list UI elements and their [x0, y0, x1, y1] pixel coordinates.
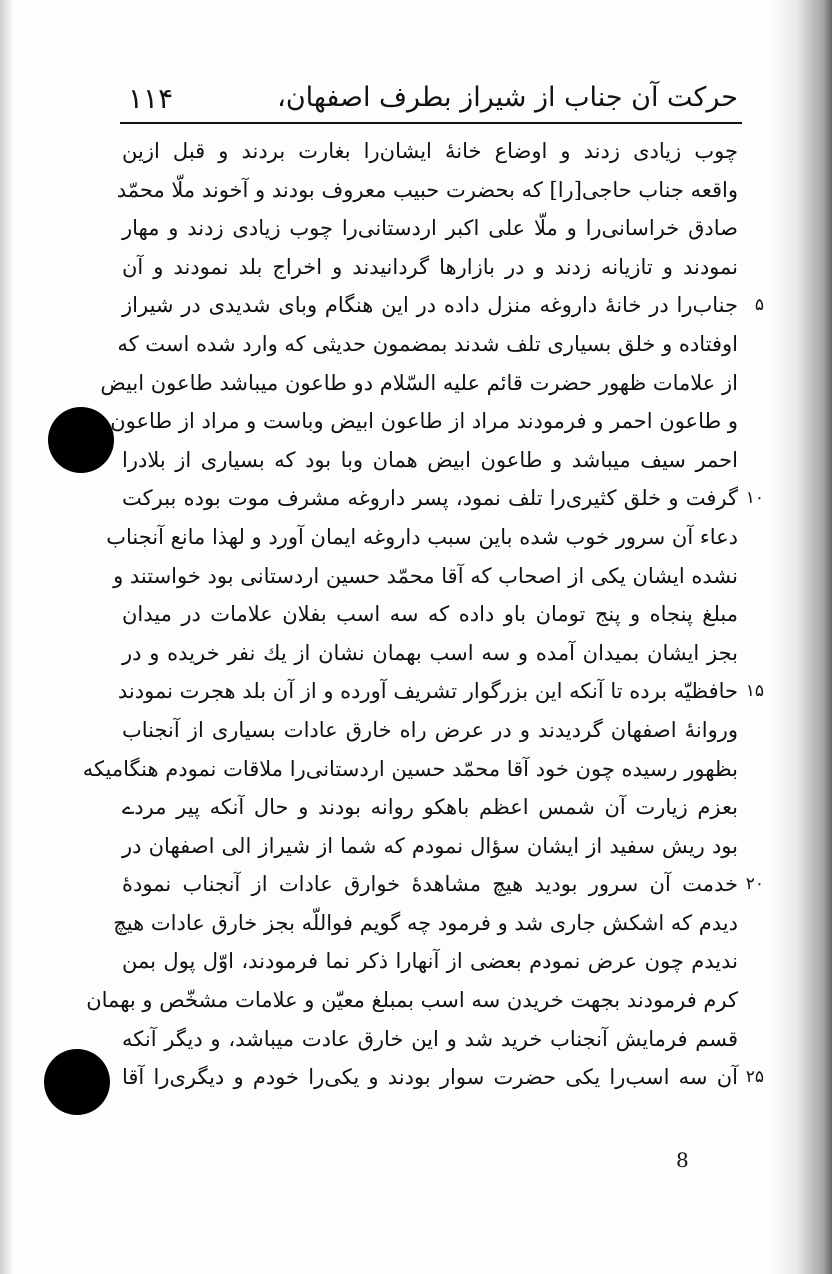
text-line-content: نشده ایشان یکی از اصحاب که آقا محمّد حسین اردستانی بود خواستند و [113, 563, 738, 588]
text-line [122, 827, 738, 866]
text-line [122, 286, 764, 325]
text-line-content: احمر سیف میباشد و طاعون ابیض همان وبا بود که بسیاری از بلادرا [122, 447, 738, 472]
text-line [113, 557, 738, 596]
text-line [106, 518, 738, 557]
text-line [117, 325, 738, 364]
text-line [117, 672, 764, 711]
text-line [122, 479, 764, 518]
text-line [122, 1020, 738, 1059]
text-line [122, 209, 738, 248]
text-line-content: و طاعون احمر و فرمودند مراد از طاعون ابیض وباست و مراد از طاعون [110, 409, 738, 434]
text-line-content: بود ریش سفید از ایشان سؤال نمودم که شما از شیراز الی اصفهان در [122, 833, 738, 858]
text-line [82, 750, 738, 789]
scan-edge-shadow-right [772, 0, 832, 1274]
text-line-content: گرفت و خلق کثیری‌را تلف نمود، پسر داروغه مشرف موت بوده ببرکت [122, 486, 738, 511]
text-line [86, 981, 738, 1020]
text-line-content: چوب زیادی زدند و اوضاع خانهٔ ایشان‌را بغارت بردند و قبل ازین [122, 139, 738, 163]
body-text [82, 132, 764, 1097]
text-line [122, 634, 738, 673]
text-line-content: نمودند و تازیانه زدند و در بازارها گردانیدند و اخراج بلد نمودند و آن [122, 254, 739, 279]
text-line-content: دعاء آن سرور خوب شده باین سبب داروغه ایمان آورد و لهذا مانع آنجناب [106, 524, 738, 549]
line-number: ۱۰ [745, 488, 764, 509]
header-rule [120, 122, 742, 124]
text-line [122, 132, 738, 171]
text-line-content: وروانهٔ اصفهان گردیدند و در عرض راه خارق عادات بسیاری از آنجناب [122, 717, 738, 742]
line-number: ۲۵ [745, 1067, 764, 1088]
text-line [116, 171, 738, 210]
text-line [122, 248, 738, 287]
text-line-content: جناب‌را در خانهٔ داروغه منزل داده در این هنگام وبای شدیدی در شیراز [122, 293, 738, 318]
scan-edge-shadow-left [0, 0, 14, 1274]
text-line-content: کرم فرمودند بجهت خریدن سه اسب بمبلغ معیّن و علامات مشخّص و بهمان [86, 988, 738, 1013]
text-line [122, 865, 764, 904]
text-line-content: مبلغ پنجاه و پنج تومان باو داده که سه اسب بفلان علامات در میدان [122, 602, 738, 627]
text-line-content: آن سه اسب‌را یکی حضرت سوار بودند و یکی‌را خودم و دیگری‌را آقا [122, 1065, 738, 1090]
text-line-content: خدمت آن سرور بودید هیچ مشاهدهٔ خوارق عادات از آنجناب نمودهٔ [122, 872, 738, 897]
text-line [122, 942, 738, 981]
text-line [100, 364, 738, 403]
line-number: ۲۰ [745, 874, 764, 895]
text-line [122, 595, 738, 634]
text-line-content: بجز ایشان بمیدان آمده و سه اسب بهمان نشان از یك نفر خریده و در [122, 640, 738, 665]
running-header-title: حرکت آن جناب از شیراز بطرف اصفهان، [277, 82, 738, 113]
text-line-content: اوفتاده و خلق بسیاری تلف شدند بمضمون حدیثی که وارد شده است که [117, 331, 738, 356]
text-line-content: قسم فرمایش آنجناب خرید شد و این خارق عادت میباشد، و دیگر آنکه [122, 1026, 738, 1051]
signature-mark: 8 [676, 1148, 689, 1172]
punch-hole-lower [44, 1049, 110, 1115]
running-header [120, 78, 738, 122]
line-number: ۵ [754, 295, 764, 316]
text-line [110, 402, 738, 441]
text-line-content: واقعه جناب حاجی[را] که بحضرت حبیب معروف بودند و آخوند ملّا محمّد [116, 177, 738, 202]
text-line-content: صادق خراسانی‌را و ملّا علی اکبر اردستانی‌را چوب زیادی زدند و مهار [122, 216, 738, 241]
text-line-content: دیدم که اشکش جاری شد و فرمود چه گویم فواللّه بجز خارق عادات هیچ [113, 910, 738, 935]
text-line [122, 788, 738, 827]
page-number: ۱۱۴ [128, 82, 174, 115]
line-number: ۱۵ [745, 681, 764, 702]
text-line-content: بعزم زیارت آن شمس اعظم باهکو روانه بودند و حال آنکه پیر مردے [122, 795, 738, 820]
text-line [122, 441, 738, 480]
text-line-content: از علامات ظهور حضرت قائم علیه السّلام دو طاعون میباشد طاعون ابیض [100, 370, 738, 395]
text-line-content: ندیدم چون عرض نمودم بعضی از آنهارا ذکر نما فرمودند، اوّل پول بمن [122, 949, 738, 974]
text-line-content: بظهور رسیده چون خود آقا محمّد حسین اردستانی‌را ملاقات نمودم هنگامیکه [82, 756, 738, 781]
text-line [122, 1058, 764, 1097]
text-line [122, 711, 738, 750]
text-line-content: حافظیّه برده تا آنکه این بزرگوار تشریف آورده و از آن بلد هجرت نمودند [117, 679, 738, 704]
text-line [113, 904, 738, 943]
punch-hole-upper [48, 407, 114, 473]
